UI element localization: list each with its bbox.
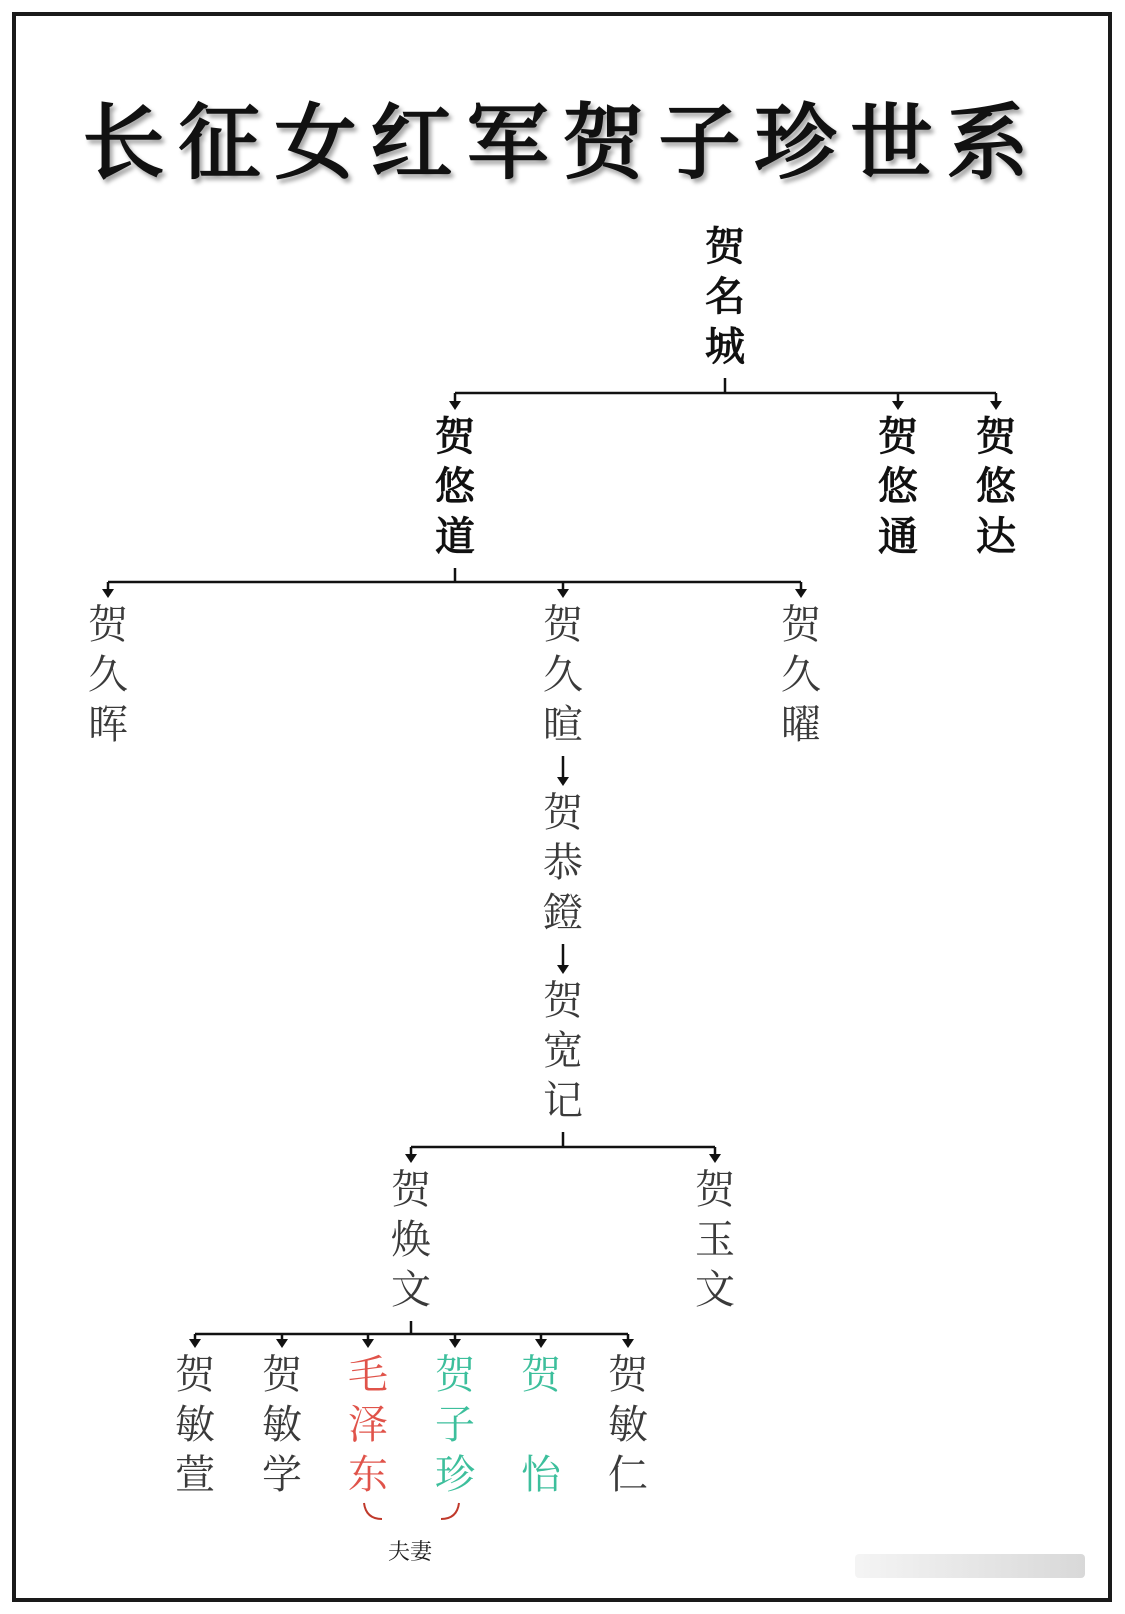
person-node: 贺 敏 萱 — [175, 1352, 215, 1498]
person-node: 贺 宽 记 — [543, 978, 583, 1124]
person-node: 贺 敏 仁 — [608, 1352, 648, 1498]
arrowhead — [102, 589, 114, 598]
arrowhead — [557, 777, 569, 786]
arrowhead — [405, 1154, 417, 1163]
person-node: 毛 泽 东 — [348, 1352, 388, 1498]
arrowhead — [892, 401, 904, 410]
person-node: 贺 悠 通 — [878, 414, 918, 560]
person-node: 贺 久 曜 — [781, 602, 821, 748]
person-node: 贺 悠 达 — [976, 414, 1016, 560]
arrowhead — [557, 589, 569, 598]
arrowhead — [276, 1339, 288, 1348]
person-node: 贺 悠 道 — [435, 414, 475, 560]
spouse-label: 夫妻 — [388, 1540, 433, 1565]
watermark — [855, 1554, 1085, 1578]
person-node: 贺 久 晖 — [88, 602, 128, 748]
arrowhead — [709, 1154, 721, 1163]
person-node: 贺 怡 — [521, 1352, 561, 1498]
page-title: 长征女红军贺子珍世系 — [82, 95, 1043, 191]
arrowhead — [795, 589, 807, 598]
arrowhead — [557, 965, 569, 974]
arrowhead — [535, 1339, 547, 1348]
person-node: 贺 久 暄 — [543, 602, 583, 748]
arrowhead — [449, 401, 461, 410]
arrowhead — [622, 1339, 634, 1348]
person-node: 贺 玉 文 — [695, 1167, 735, 1313]
person-node: 贺 焕 文 — [391, 1167, 431, 1313]
person-node: 贺 敏 学 — [262, 1352, 302, 1498]
arrowhead — [990, 401, 1002, 410]
person-node: 贺 名 城 — [705, 224, 745, 370]
person-node: 贺 子 珍 — [435, 1352, 475, 1498]
arrowhead — [362, 1339, 374, 1348]
arrowhead — [449, 1339, 461, 1348]
arrowhead — [189, 1339, 201, 1348]
spouse-bracket — [364, 1503, 459, 1519]
person-node: 贺 恭 鐙 — [543, 790, 583, 936]
